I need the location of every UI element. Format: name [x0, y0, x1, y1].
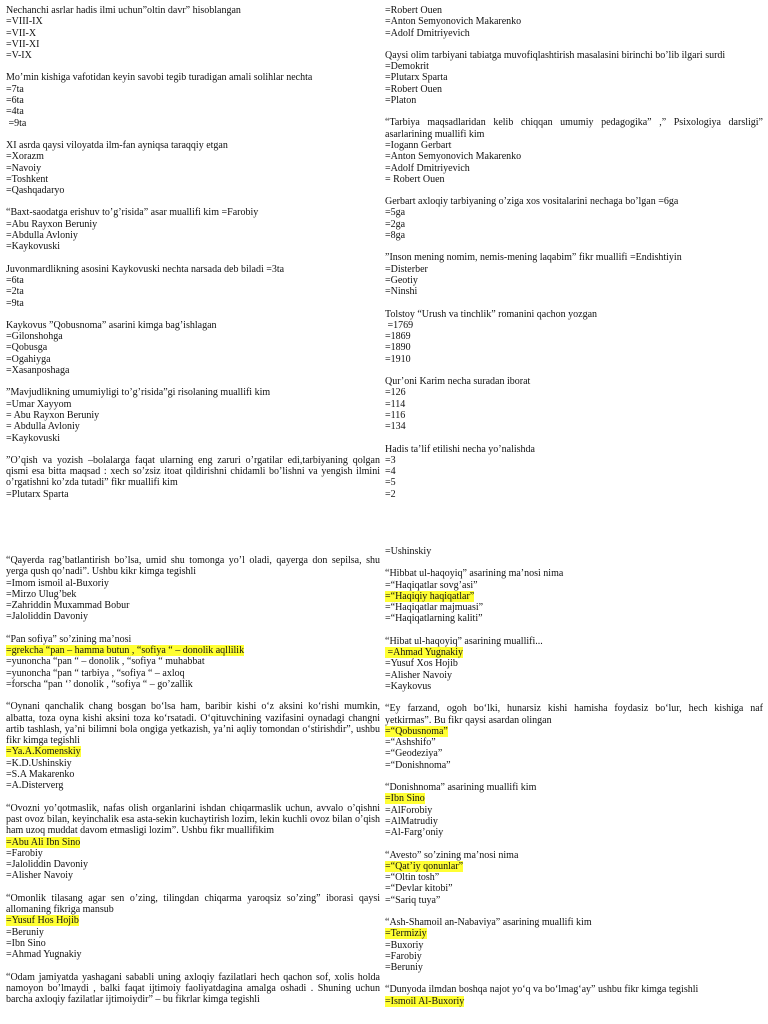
answer-option-text: =“Geodeziya” — [385, 748, 443, 760]
answer-option-text: =VIII-IX — [6, 16, 43, 28]
answer-option — [6, 848, 380, 859]
answer-option-text: =Ogahiyga — [6, 353, 51, 365]
answer-option-text: =Anton Semyonovich Makarenko — [385, 151, 522, 163]
answer-option-text: =2 — [385, 488, 396, 500]
question-text: “Odam jamiyatda yashagani sababli uning axloqiy fazilatlari hech qachon sof, xolis holda namoyon bo’lmaydi , balki faqat ijtimoiy faoliyatdagina amalga oshadi . Shuning uchun barcha axloqiy fazilatlar ijtimoiydir” – bu fikrlar kimga tegishli — [6, 971, 380, 1006]
answer-option-text: = Abu Rayxon Beruniy — [6, 409, 100, 421]
answer-option-correct — [385, 591, 763, 602]
answer-option-text: =Ismoil Al-Buxoriy — [385, 995, 465, 1007]
answer-option-text: =Plutarx Sparta — [6, 488, 69, 500]
answer-option-text: =2ga — [385, 218, 406, 230]
answer-option-text: =Kaykovuski — [6, 432, 60, 444]
answer-option-text: =“Devlar kitobi” — [385, 883, 453, 895]
answer-option — [6, 859, 380, 870]
answer-option-text: =1910 — [385, 353, 411, 365]
question-text: “Baxt-saodatga erishuv to’g’risida” asar muallifi kim =Farobiy — [6, 207, 259, 219]
answer-option-text: =VII-XI — [6, 38, 40, 50]
question-block — [6, 893, 380, 961]
question-block — [385, 5, 763, 39]
answer-option — [6, 298, 380, 309]
answer-option-correct — [385, 793, 763, 804]
answer-option-text: =“Haqiqatlarning kaliti” — [385, 613, 483, 625]
question-text: Tolstoy “Urush va tinchlik” romanini qachon yozgan — [385, 308, 598, 320]
answer-option-text: =Termiziy — [385, 928, 427, 940]
question-text: “Tarbiya maqsadlaridan kelib chiqqan umumiy pedagogika” ,” Psixologiya darsligi” asarlarining muallifi kim — [385, 117, 763, 140]
question-text: Hadis ta’lif etilishi necha yo’nalishda — [385, 443, 535, 455]
answer-option-text: =Farobiy — [6, 847, 43, 859]
question-text: “Ey farzand, ogoh bo‘lki, hunarsiz kishi hamisha foydasiz bo‘lur, hech kishiga naf yetkirmas”. Bu fikr qaysi asardan olingan — [385, 703, 763, 726]
question-text: Gerbart axloqiy tarbiyaning o’ziga xos vositalarini nechaga bo’lgan =6ga — [385, 196, 679, 208]
answer-option-text: =Robert Ouen — [385, 5, 443, 16]
answer-option-text: =“Donishnoma” — [385, 759, 451, 771]
answer-option-text: =5ga — [385, 207, 406, 219]
answer-option-text: =“Oltin tosh” — [385, 872, 440, 884]
question-text: “Pan sofiya” so’zining ma’nosi — [6, 633, 132, 645]
answer-option — [385, 737, 763, 748]
question-block — [6, 455, 380, 500]
answer-option-text: =Ninshi — [385, 286, 418, 298]
question-block — [385, 850, 763, 906]
answer-option-text: =yunoncha “pan “ tarbiya , “sofiya “ – axloq — [6, 667, 185, 679]
answer-option — [385, 477, 763, 488]
answer-option-text: =Ushinskiy — [385, 545, 432, 557]
answer-option-text: =4ta — [6, 106, 24, 118]
answer-option-text: =“Ashshifo” — [385, 737, 436, 749]
question-text: ”Inson mening nomim, nemis-mening laqabim” fikr muallifi =Endishtiyin — [385, 252, 682, 264]
answer-option-text: =1869 — [385, 331, 411, 343]
answer-option — [385, 72, 763, 83]
answer-option — [6, 668, 380, 679]
question-text: ”O’qish va yozish –bolalarga faqat ularning eng zaruri o’rgatilar edi,tarbiyaning qolgan qismi esa bitta maqsad : xech so’zsiz itoat qildirishni chidamli bo’lishni va yengish ilmini o’rgatishni ko’zda tutadi” fikr muallifi kim — [6, 454, 380, 489]
answer-option-text: =VII-X — [6, 27, 37, 39]
answer-option-correct — [6, 915, 380, 926]
answer-option — [6, 163, 380, 174]
answer-option — [6, 219, 380, 230]
answer-option — [6, 84, 380, 95]
answer-option — [385, 275, 763, 286]
right-column — [385, 5, 763, 1018]
question-block — [6, 387, 380, 443]
answer-option-correct — [385, 996, 763, 1007]
answer-option — [385, 962, 763, 973]
answer-option-text: =“Qat’iy qonunlar” — [385, 860, 464, 872]
answer-option-text: =forscha “pan ‘’ donolik , “sofiya “ – go’zallik — [6, 678, 193, 690]
answer-option-text: =Toshkent — [6, 173, 49, 185]
question-block — [6, 72, 380, 128]
answer-option-text: =Gilonshohga — [6, 331, 63, 343]
answer-option — [6, 39, 380, 50]
question-text: “Donishnoma” asarining muallifi kim — [385, 782, 537, 794]
answer-option — [6, 342, 380, 353]
answer-option-text: =Abu Ali Ibn Sino — [6, 836, 81, 848]
answer-option — [385, 5, 763, 16]
question-block — [6, 803, 380, 882]
question-block — [6, 972, 380, 1006]
answer-option — [6, 16, 380, 27]
question-block — [385, 917, 763, 973]
question-block — [385, 636, 763, 692]
answer-option — [6, 656, 380, 667]
answer-option-text: =Plutarx Sparta — [385, 72, 448, 84]
answer-option — [385, 354, 763, 365]
answer-option — [385, 320, 763, 331]
answer-option — [6, 421, 380, 432]
answer-option — [6, 275, 380, 286]
answer-option — [6, 780, 380, 791]
question-block — [6, 555, 380, 623]
answer-option-text: =Farobiy — [385, 950, 422, 962]
answer-option — [385, 748, 763, 759]
answer-option — [6, 106, 380, 117]
answer-option-text: =Adolf Dmitriyevich — [385, 27, 470, 39]
answer-option — [6, 230, 380, 241]
answer-option — [6, 241, 380, 252]
answer-option-text: =V-IX — [6, 50, 32, 62]
answer-option — [385, 230, 763, 241]
question-text: “Ovozni yo’qotmaslik, nafas olish organlarini ishdan chiqarmaslik uchun, avvalo o’qishni past ovoz bilan, keyinchalik esa asta-sekin kuchaytirish lozim, lekin kuchli ovoz bilan o’qish ham uzoq muddat davom etmasligi lozim”. Ushbu fikr muallifikim — [6, 802, 380, 837]
answer-option-text: =9ta — [6, 297, 24, 309]
answer-option — [385, 940, 763, 951]
answer-option — [385, 399, 763, 410]
answer-option-text: = Robert Ouen — [385, 173, 445, 185]
answer-option-text: =Platon — [385, 95, 417, 107]
answer-option — [385, 951, 763, 962]
answer-option — [385, 805, 763, 816]
answer-option-text: =116 — [385, 409, 406, 421]
answer-option-text: =Zahriddin Muxammad Bobur — [6, 600, 130, 612]
answer-option — [385, 331, 763, 342]
answer-option — [6, 433, 380, 444]
answer-option-text: =3 — [385, 454, 396, 466]
answer-option-text: =Imom ismoil al-Buxoriy — [6, 577, 109, 589]
answer-option-text: =9ta — [6, 117, 27, 129]
answer-option — [385, 410, 763, 421]
answer-option — [385, 580, 763, 591]
answer-option — [385, 342, 763, 353]
answer-option — [6, 286, 380, 297]
answer-option — [385, 895, 763, 906]
answer-option-text: =Kaykovus — [385, 680, 432, 692]
answer-option — [6, 611, 380, 622]
question-block — [385, 984, 763, 1007]
answer-option — [6, 118, 380, 129]
answer-option-text: =Alisher Navoiy — [385, 669, 453, 681]
answer-option — [6, 938, 380, 949]
question-block — [385, 117, 763, 185]
answer-option-text: =“Haqiqatlar sovg’asi” — [385, 579, 478, 591]
answer-option — [385, 670, 763, 681]
answer-option-text: =Demokrit — [385, 61, 429, 73]
answer-option — [385, 489, 763, 500]
answer-option-text: =Ya.A.Komenskiy — [6, 746, 81, 758]
answer-option-correct — [6, 746, 380, 757]
question-block — [385, 782, 763, 838]
question-block — [6, 264, 380, 309]
answer-option-text: =114 — [385, 398, 406, 410]
answer-option — [6, 600, 380, 611]
question-block — [6, 140, 380, 196]
answer-option-text: =Ibn Sino — [6, 937, 46, 949]
answer-option-correct — [6, 837, 380, 848]
question-text: Qaysi olim tarbiyani tabiatga muvofiqlashtirish masalasini birinchi bo’lib ilgari surdi — [385, 49, 726, 61]
answer-option — [385, 827, 763, 838]
question-block — [6, 634, 380, 690]
answer-option-text: =S.A Makarenko — [6, 769, 75, 781]
answer-option-text: =Adolf Dmitriyevich — [385, 162, 470, 174]
answer-option-text: =Xasanposhaga — [6, 365, 70, 377]
answer-option — [385, 264, 763, 275]
answer-option — [385, 613, 763, 624]
answer-option-text: =2ta — [6, 286, 24, 298]
answer-option — [6, 331, 380, 342]
question-text: “Ash-Shamoil an-Nabaviya” asarining muallifi kim — [385, 917, 592, 928]
question-text: “Oynani qanchalik chang bosgan bo‘lsa ham, baribir kishi o‘z aksini ko‘rishi mumkin, albatta, toza oyna kishi aksini toza ko‘rsatadi. O‘qituvchining vazifasini oynadagi changni artib tashlash, ya’ni bilimni bola ongiga yetkazish, ya’ni aqliy tomondan o‘stirishdir”, ushbu fikr kimga tegishli — [6, 701, 380, 747]
answer-option-text: =Yusuf Hos Hojib — [6, 915, 79, 927]
answer-option-text: =Ibn Sino — [385, 793, 425, 805]
answer-option — [385, 466, 763, 477]
answer-option-text: =“Haqiqiy haqiqatlar” — [385, 590, 475, 602]
answer-option-text: =6ta — [6, 95, 24, 107]
answer-option-text: =1890 — [385, 342, 411, 354]
question-block — [385, 309, 763, 365]
question-text: Nechanchi asrlar hadis ilmi uchun”oltin davr” hisoblangan — [6, 5, 241, 16]
question-block — [6, 5, 380, 61]
answer-option — [385, 602, 763, 613]
question-text: ”Mavjudlikning umumiyligi to’g’risida”gi risolaning muallifi kim — [6, 387, 271, 399]
answer-option-text: =134 — [385, 421, 406, 433]
answer-option-text: = Abdulla Avloniy — [6, 421, 80, 433]
answer-option-correct — [6, 645, 380, 656]
question-block — [385, 703, 763, 771]
answer-option-text: =Abdulla Avloniy — [6, 230, 78, 242]
answer-option-text: =AlForobiy — [385, 804, 433, 816]
answer-option — [6, 365, 380, 376]
answer-option-text: =126 — [385, 387, 406, 399]
answer-option-text: =7ta — [6, 83, 24, 95]
question-text: “Omonlik tilasang agar sen o’zing, tilingdan chiqarma yaroqsiz so’zing” iborasi qaysi allomaning fikriga mansub — [6, 892, 380, 916]
question-text: “Qayerda rag’batlantirish bo’lsa, umid shu tomonga yo’l oladi, qayerga don sepilsa, shu yerga qush qo’nadi”. Ushbu kikr kimga tegishli — [6, 555, 380, 578]
answer-option-text: =“Sariq tuya” — [385, 894, 441, 906]
answer-option — [6, 151, 380, 162]
answer-option — [385, 760, 763, 771]
question-text: Kaykovus ”Qobusnoma” asarini kimga bag’ishlagan — [6, 319, 217, 331]
answer-option — [385, 455, 763, 466]
question-block — [385, 252, 763, 297]
answer-option-text: =1769 — [385, 319, 414, 331]
question-block — [385, 196, 763, 241]
answer-option-correct — [385, 647, 763, 658]
question-block — [385, 376, 763, 432]
question-text: “Hibbat ul-haqoyiq” asarining ma’nosi nima — [385, 568, 564, 580]
answer-option-text: =“Haqiqatlar majmuasi” — [385, 602, 484, 614]
answer-option — [385, 61, 763, 72]
answer-option — [385, 174, 763, 185]
answer-option — [385, 658, 763, 669]
answer-option-text: =Beruniy — [6, 926, 44, 938]
answer-option-text: =4 — [385, 466, 396, 478]
answer-option — [6, 489, 380, 500]
answer-option-text: =“Qobusnoma” — [385, 725, 448, 737]
answer-option-text: =6ta — [6, 274, 24, 286]
answer-option — [385, 681, 763, 692]
answer-option-text: =Jaloliddin Davoniy — [6, 859, 89, 871]
answer-option — [385, 140, 763, 151]
answer-option-text: =Iogann Gerbart — [385, 139, 452, 151]
answer-option-text: =Alisher Navoiy — [6, 870, 74, 882]
answer-option — [385, 207, 763, 218]
answer-option — [385, 883, 763, 894]
answer-option-text: =Anton Semyonovich Makarenko — [385, 16, 522, 28]
left-column-bottom — [6, 555, 380, 1016]
answer-option-text: =Navoiy — [6, 162, 42, 174]
answer-option — [6, 949, 380, 960]
answer-option — [6, 354, 380, 365]
question-block — [385, 444, 763, 500]
answer-option — [385, 95, 763, 106]
left-column-top — [6, 5, 380, 511]
answer-option — [385, 421, 763, 432]
answer-option-text: =Abu Rayxon Beruniy — [6, 218, 98, 230]
answer-option — [6, 870, 380, 881]
question-block — [385, 546, 763, 557]
answer-option — [6, 578, 380, 589]
answer-option-text: =Xorazm — [6, 151, 44, 163]
answer-option-text: =Beruniy — [385, 962, 423, 974]
answer-option-correct — [385, 726, 763, 737]
answer-option-text: =Kaykovuski — [6, 241, 60, 253]
answer-option — [6, 769, 380, 780]
question-text: XI asrda qaysi viloyatda ilm-fan ayniqsa taraqqiy etgan — [6, 139, 228, 151]
answer-option-text: =Jaloliddin Davoniy — [6, 611, 89, 623]
answer-option-text: =Mirzo Ulug’bek — [6, 588, 77, 600]
answer-option — [385, 84, 763, 95]
answer-option — [385, 151, 763, 162]
answer-option — [6, 95, 380, 106]
question-text: “Dunyoda ilmdan boshqa najot yo‘q va bo‘lmag‘ay” ushbu fikr kimga tegishli — [385, 984, 699, 996]
answer-option-text: =5 — [385, 477, 396, 489]
answer-option-text: =Yusuf Xos Hojib — [385, 658, 458, 670]
answer-option — [6, 679, 380, 690]
answer-option — [6, 927, 380, 938]
question-block — [385, 50, 763, 106]
answer-option — [385, 163, 763, 174]
question-text: “Hibat ul-haqoyiq” asarining muallifi... — [385, 635, 543, 647]
answer-option-text: =A.Disterverg — [6, 780, 64, 792]
answer-option — [6, 28, 380, 39]
answer-option — [385, 28, 763, 39]
answer-option — [6, 758, 380, 769]
question-block — [6, 207, 380, 252]
question-block — [385, 568, 763, 624]
answer-option-correct — [385, 928, 763, 939]
answer-option-text: =Robert Ouen — [385, 83, 443, 95]
question-block — [6, 320, 380, 376]
answer-option-text: =Ahmad Yugnakiy — [385, 647, 464, 659]
answer-option — [385, 816, 763, 827]
question-text: Mo’min kishiga vafotidan keyin savobi tegib turadigan amali solihlar nechta — [6, 72, 313, 84]
question-text: Juvonmardlikning asosini Kaykovuski nechta narsada deb biladi =3ta — [6, 263, 285, 275]
answer-option-text: =Qashqadaryo — [6, 185, 65, 197]
answer-option-text: =yunoncha “pan “ – donolik , “sofiya “ muhabbat — [6, 656, 205, 668]
answer-option — [6, 174, 380, 185]
answer-option-text: =Al-Farg’oniy — [385, 827, 444, 839]
answer-option-text: =Qobusga — [6, 342, 48, 354]
answer-option — [385, 16, 763, 27]
question-block — [385, 511, 763, 535]
answer-option — [6, 50, 380, 61]
answer-option — [385, 387, 763, 398]
answer-option — [385, 872, 763, 883]
answer-option-text: =AlMatrudiy — [385, 815, 438, 827]
answer-option-text: =Disterber — [385, 263, 428, 275]
answer-option-text: =8ga — [385, 230, 406, 242]
answer-option-text: =K.D.Ushinskiy — [6, 757, 72, 769]
answer-option-text: =grekcha “pan – hamma butun , “sofiya “ – donolik aqllilik — [6, 645, 245, 657]
answer-option — [6, 185, 380, 196]
answer-option-text: =Ahmad Yugnakiy — [6, 949, 82, 961]
answer-option — [6, 410, 380, 421]
answer-option — [385, 219, 763, 230]
answer-option — [385, 286, 763, 297]
answer-option-text: =Umar Xayyom — [6, 398, 72, 410]
question-text: “Avesto” so’zining ma’nosi nima — [385, 849, 519, 861]
question-block — [6, 701, 380, 791]
answer-option — [385, 546, 763, 557]
answer-option-text: =Buxoriy — [385, 939, 424, 951]
answer-option — [6, 589, 380, 600]
question-text: Qur’oni Karim necha suradan iborat — [385, 376, 531, 388]
answer-option-text: =Geotiy — [385, 274, 418, 286]
answer-option — [6, 399, 380, 410]
answer-option-correct — [385, 861, 763, 872]
